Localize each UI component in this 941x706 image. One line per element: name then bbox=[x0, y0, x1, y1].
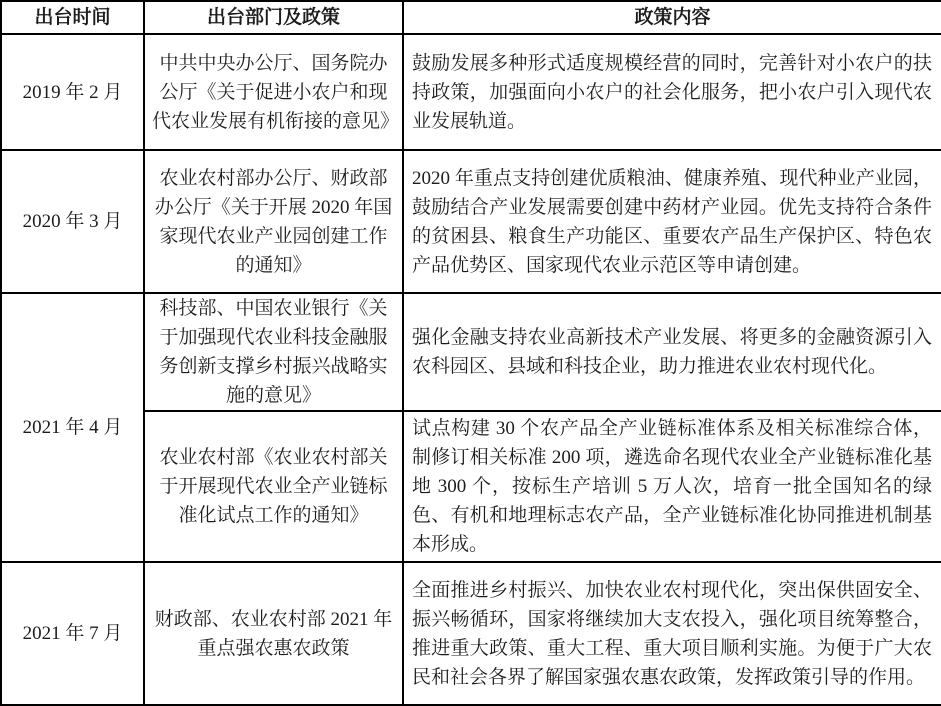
content-cell: 强化金融支持农业高新技术产业发展、将更多的金融资源引入农科园区、县域和科技企业，助力推进农业农村现代化。 bbox=[403, 293, 941, 411]
table-row bbox=[1, 34, 941, 150]
header-cell-content: 政策内容 bbox=[403, 1, 941, 34]
policy-cell: 财政部、农业农村部 2021 年重点强农惠农政策 bbox=[144, 562, 403, 705]
header-cell-time: 出台时间 bbox=[1, 1, 144, 34]
content-cell: 试点构建 30 个农产品全产业链标准体系及相关标准综合体，制修订相关标准 200 项，遴选命名现代农业全产业链标准化基地 300 个，按标生产培训 5 万人次，培育一批全国知名的绿色、有机和地理标志农产品，全产业链标准化协同推进机制基本形成。 bbox=[403, 411, 941, 562]
content-cell: 2020 年重点支持创建优质粮油、健康养殖、现代种业产业园，鼓励结合产业发展需要创建中药材产业园。优先支持符合条件的贫困县、粮食生产功能区、重要农产品生产保护区、特色农产品优势区、国家现代农业示范区等申请创建。 bbox=[403, 150, 941, 293]
policy-cell: 中共中央办公厅、国务院办公厅《关于促进小农户和现代农业发展有机衔接的意见》 bbox=[144, 34, 403, 150]
time-cell: 2020 年 3 月 bbox=[1, 150, 144, 293]
time-cell: 2021 年 7 月 bbox=[1, 562, 144, 705]
table-row bbox=[1, 562, 941, 705]
content-cell: 全面推进乡村振兴、加快农业农村现代化，突出保供固安全、振兴畅循环，国家将继续加大支农投入，强化项目统筹整合，推进重大政策、重大工程、重大项目顺利实施。为便于广大农民和社会各界了解国家强农惠农政策，发挥政策引导的作用。 bbox=[403, 562, 941, 705]
policy-cell: 科技部、中国农业银行《关于加强现代农业科技金融服务创新支撑乡村振兴战略实施的意见》 bbox=[144, 293, 403, 411]
table-header-row bbox=[1, 1, 941, 34]
policy-cell: 农业农村部办公厅、财政部办公厅《关于开展 2020 年国家现代农业产业园创建工作的通知》 bbox=[144, 150, 403, 293]
table-row bbox=[1, 293, 941, 411]
time-cell: 2021 年 4 月 bbox=[1, 293, 144, 562]
table-row bbox=[1, 150, 941, 293]
header-cell-policy: 出台部门及政策 bbox=[144, 1, 403, 34]
content-cell: 鼓励发展多种形式适度规模经营的同时，完善针对小农户的扶持政策，加强面向小农户的社会化服务，把小农户引入现代农业发展轨道。 bbox=[403, 34, 941, 150]
policy-cell: 农业农村部《农业农村部关于开展现代农业全产业链标准化试点工作的通知》 bbox=[144, 411, 403, 562]
time-cell: 2019 年 2 月 bbox=[1, 34, 144, 150]
